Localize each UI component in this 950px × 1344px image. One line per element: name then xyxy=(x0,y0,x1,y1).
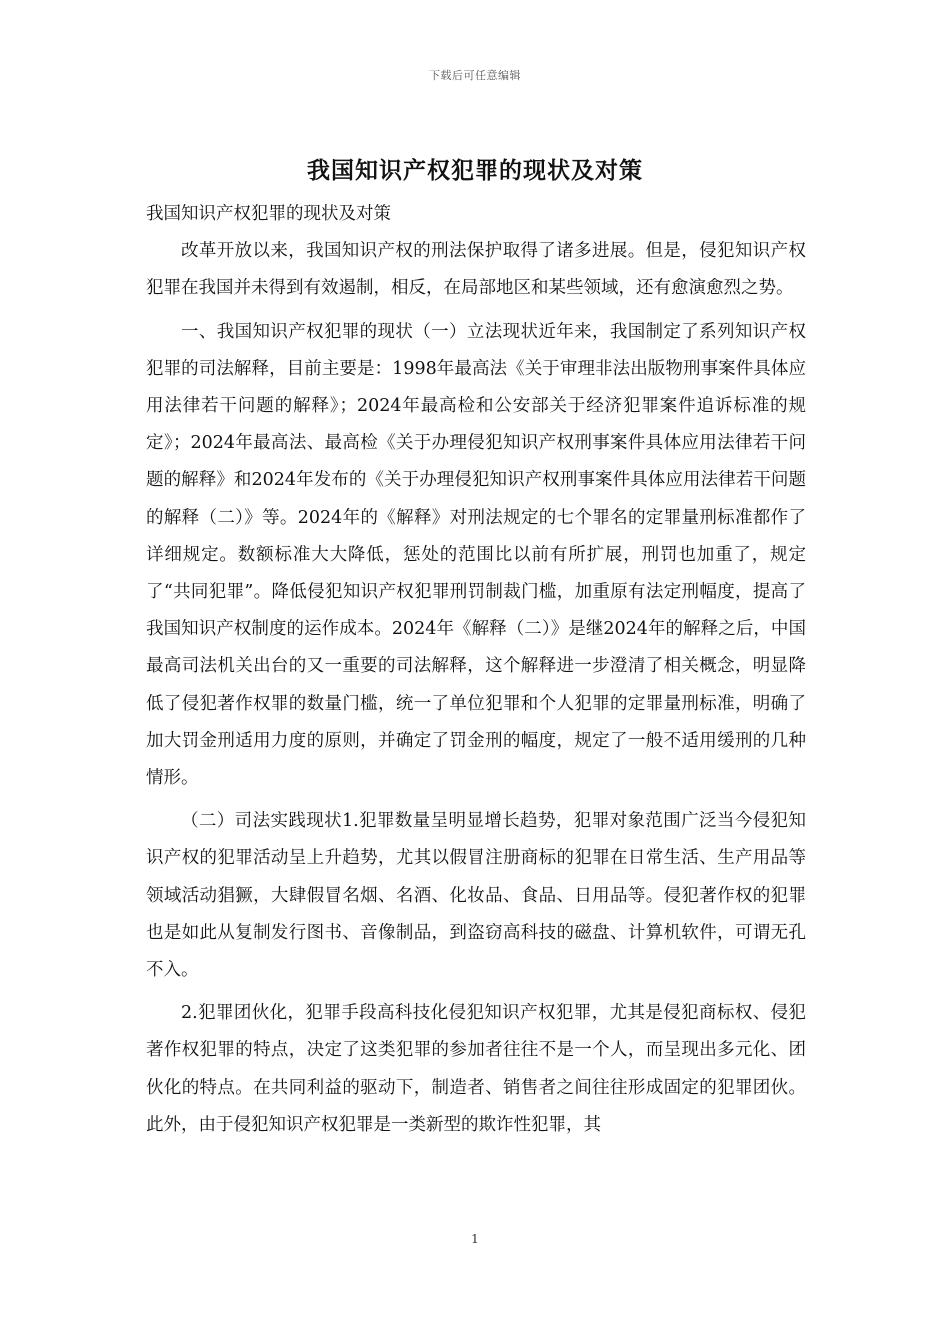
document-title: 我国知识产权犯罪的现状及对策 xyxy=(307,157,643,184)
paragraph-crime-groups: 2.犯罪团伙化，犯罪手段高科技化侵犯知识产权犯罪，尤其是侵犯商标权、侵犯著作权犯罪的特点，决定了这类犯罪的参加者往往不是一个人，而呈现出多元化、团伙化的特点。在共同利益的驱动下，制造者、销售者之间往往形成固定的犯罪团伙。此外，由于侵犯知识产权犯罪是一类新型的欺诈性犯罪，其 xyxy=(146,1003,806,1135)
document-body xyxy=(146,196,806,1150)
paragraph-judicial-practice: （二）司法实践现状1.犯罪数量呈明显增长趋势，犯罪对象范围广泛当今侵犯知识产权的犯罪活动呈上升趋势，尤其以假冒注册商标的犯罪在日常生活、生产用品等领域活动猖獗，大肆假冒名烟、名酒、化妆品、食品、日用品等。侵犯著作权的犯罪也是如此从复制发行图书、音像制品，到盗窃高科技的磁盘、计算机软件，可谓无孔不入。 xyxy=(146,811,806,981)
document-subtitle: 我国知识产权犯罪的现状及对策 xyxy=(146,204,391,224)
paragraph-intro: 改革开放以来，我国知识产权的刑法保护取得了诸多进展。但是，侵犯知识产权犯罪在我国并未得到有效遏制，相反，在局部地区和某些领域，还有愈演愈烈之势。 xyxy=(146,241,806,299)
page-number: 1 xyxy=(471,1232,479,1246)
header-note: 下载后可任意编辑 xyxy=(429,69,521,82)
paragraph-legislation-status: 一、我国知识产权犯罪的现状（一）立法现状近年来，我国制定了系列知识产权犯罪的司法解释，目前主要是：1998年最高法《关于审理非法出版物刑事案件具体应用法律若干问题的解释》；2024年最高检和公安部关于经济犯罪案件追诉标准的规定》；2024年最高法、最高检《关于办理侵犯知识产权刑事案件具体应用法律若干问题的解释》和2024年发布的《关于办理侵犯知识产权刑事案件具体应用法律若干问题的解释（二）》等。2024年的《解释》对刑法规定的七个罪名的定罪量刑标准都作了详细规定。数额标准大大降低，惩处的范围比以前有所扩展，刑罚也加重了，规定了“共同犯罪”。降低侵犯知识产权犯罪刑罚制裁门槛，加重原有法定刑幅度，提高了我国知识产权制度的运作成本。2024年《解释（二）》是继2024年的解释之后，中国最高司法机关出台的又一重要的司法解释，这个解释进一步澄清了相关概念，明显降低了侵犯著作权罪的数量门槛，统一了单位犯罪和个人犯罪的定罪量刑标准，明确了加大罚金刑适用力度的原则，并确定了罚金刑的幅度，规定了一般不适用缓刑的几种情形。 xyxy=(146,321,806,789)
